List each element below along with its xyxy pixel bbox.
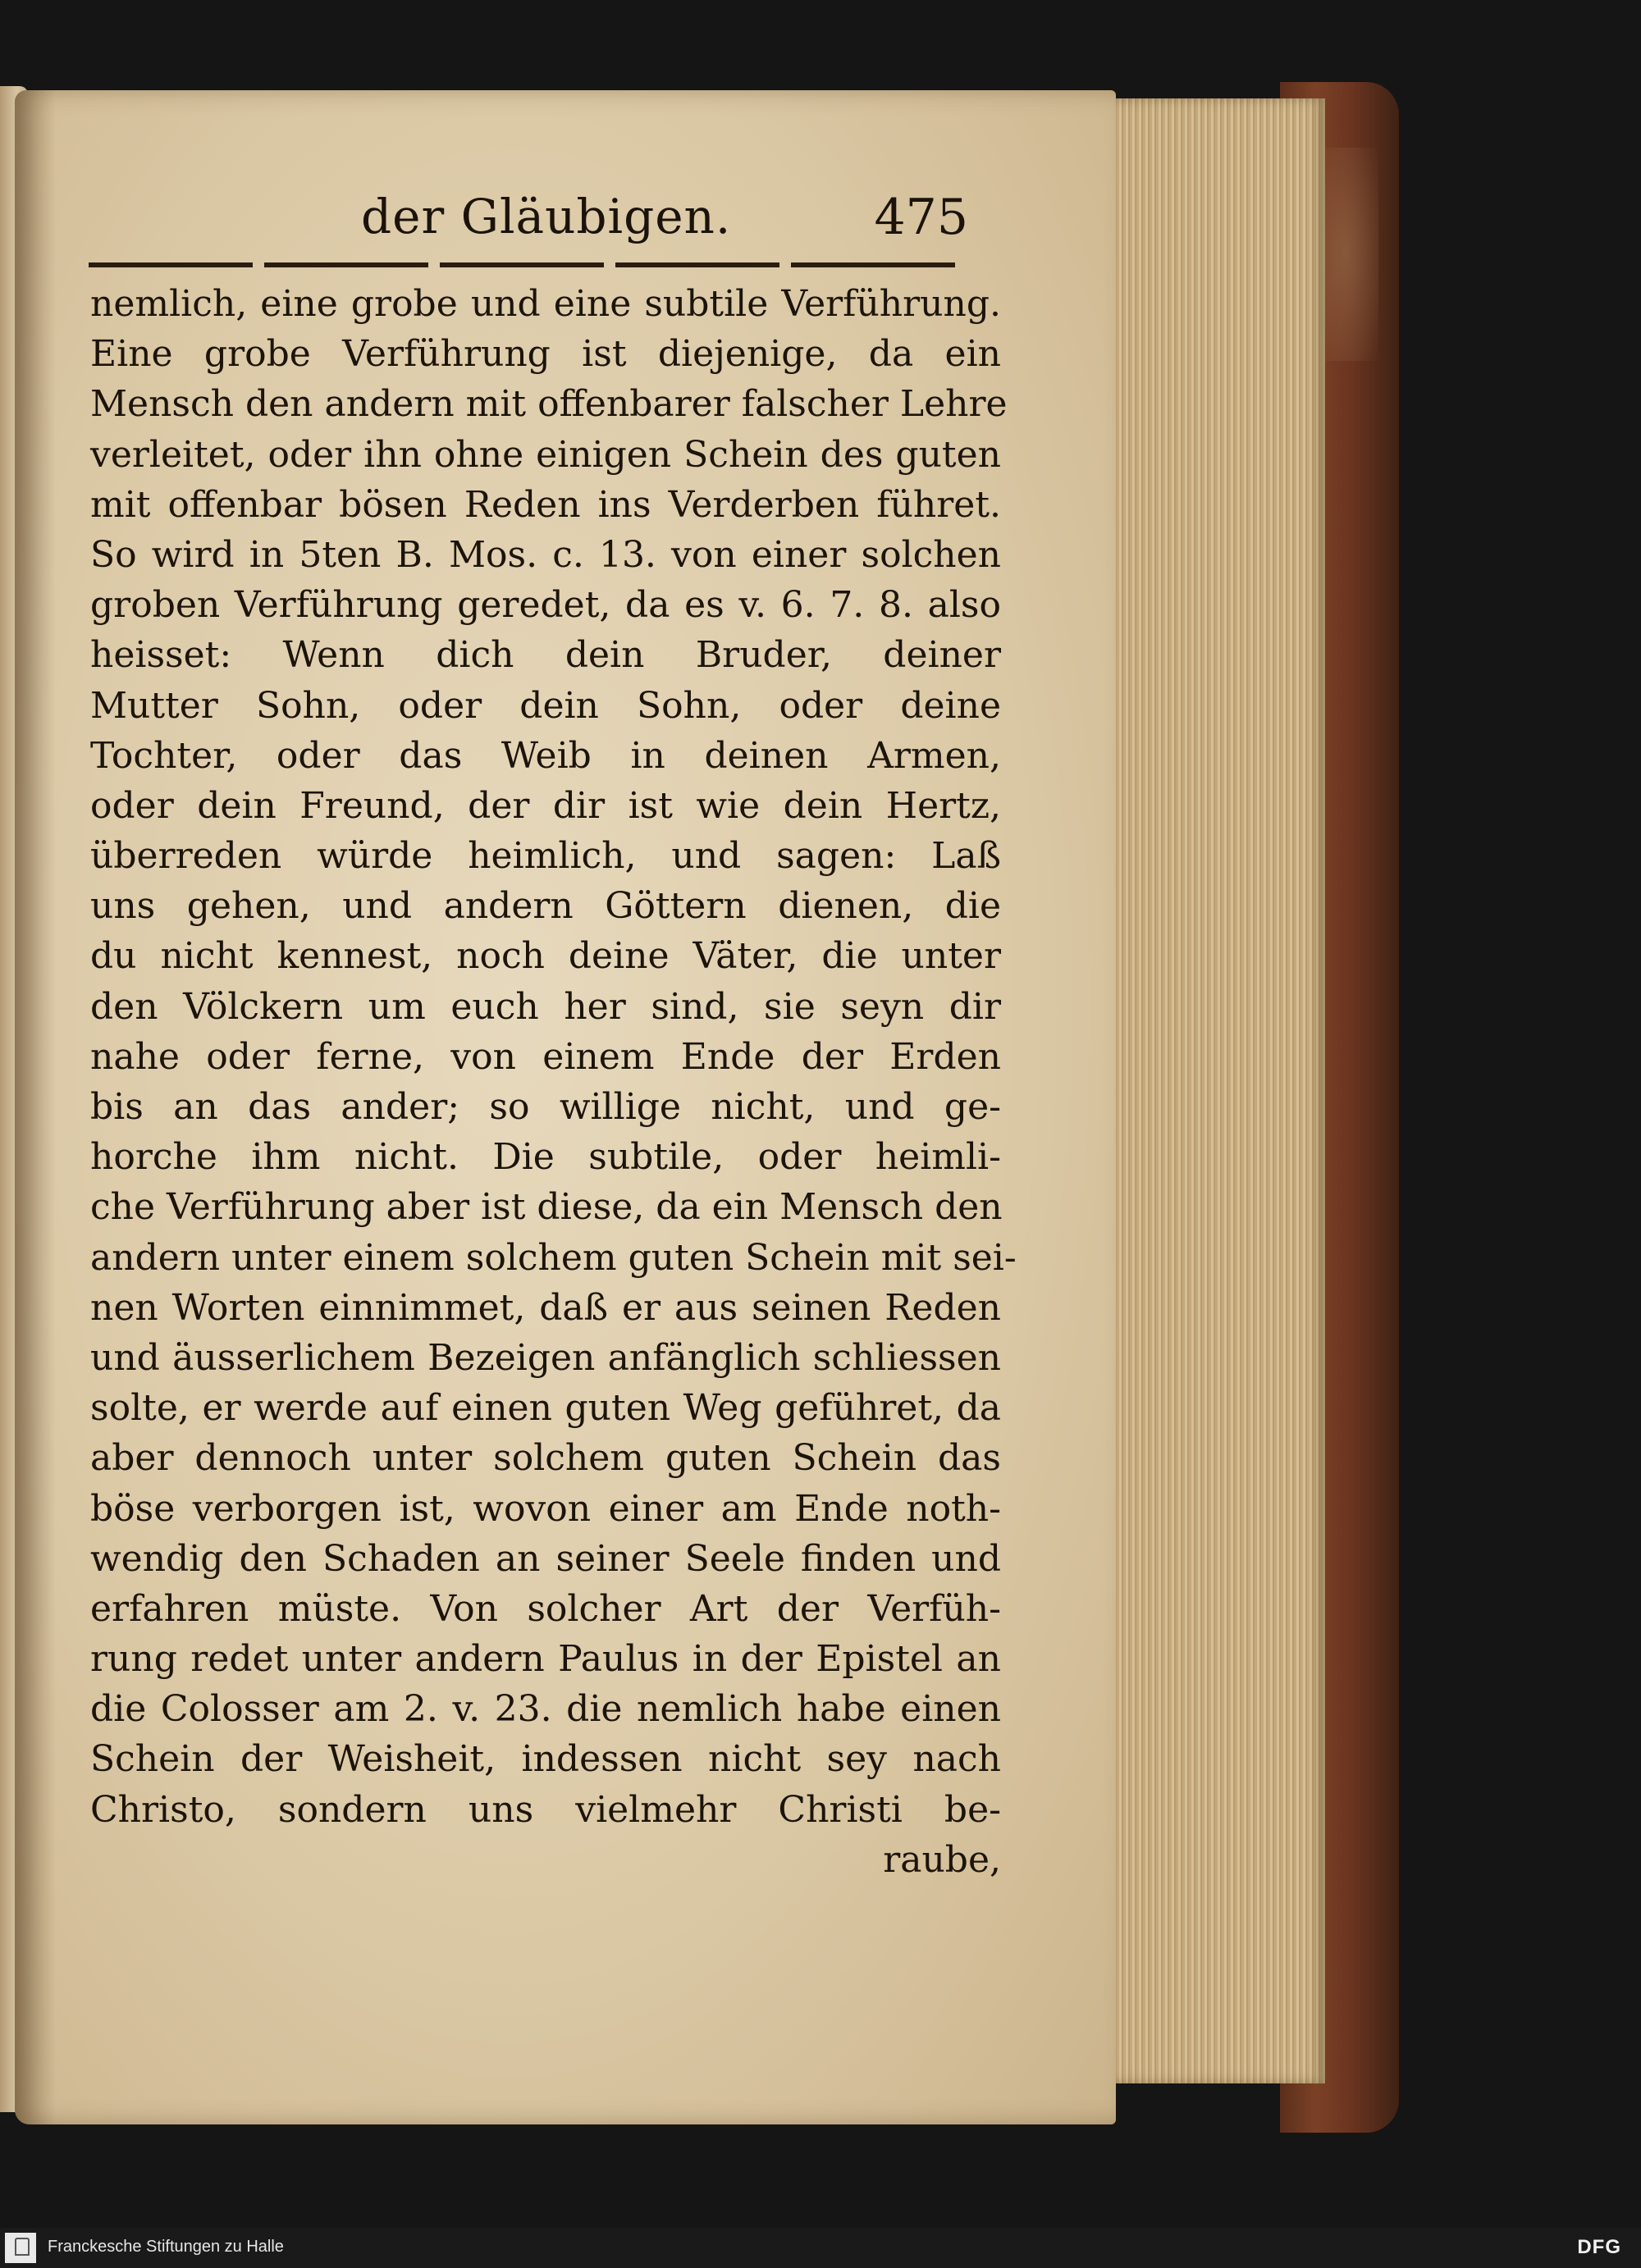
text-line: groben Verführung geredet, da es v. 6. 7. 8. also	[90, 584, 1001, 627]
text-line: erfahren müste. Von solcher Art der Verfüh-	[90, 1587, 1001, 1630]
page-number: 475	[874, 189, 968, 246]
text-line: mit offenbar bösen Reden ins Verderben führet.	[90, 483, 1001, 526]
body-text	[90, 279, 1017, 1885]
viewer-footer	[0, 2228, 1641, 2268]
text-line: nen Worten einnimmet, daß er aus seinen Reden	[90, 1286, 1001, 1329]
page-block-edges	[1104, 98, 1325, 2083]
text-line: Mutter Sohn, oder dein Sohn, oder deine	[90, 684, 1001, 727]
text-line: Tochter, oder das Weib in deinen Armen,	[90, 734, 1001, 777]
text-line: horche ihm nicht. Die subtile, oder heimli-	[90, 1136, 1001, 1179]
header-rule	[89, 262, 967, 267]
text-line: oder dein Freund, der dir ist wie dein Hertz,	[90, 784, 1001, 827]
institution-logo-icon	[5, 2233, 36, 2263]
text-line: verleitet, oder ihn ohne einigen Schein des guten	[90, 433, 1001, 476]
text-line: heisset: Wenn dich dein Bruder, deiner	[90, 634, 1001, 677]
text-line: andern unter einem solchem guten Schein mit sei-	[90, 1236, 1017, 1279]
text-line: So wird in 5ten B. Mos. c. 13. von einer solchen	[90, 533, 1001, 576]
text-line: die Colosser am 2. v. 23. die nemlich habe einen	[90, 1688, 1001, 1731]
page-gutter-shadow	[15, 90, 56, 2124]
text-line: Christo, sondern uns vielmehr Christi be-	[90, 1788, 1001, 1831]
text-line: böse verborgen ist, wovon einer am Ende noth-	[90, 1487, 1001, 1530]
text-line: solte, er werde auf einen guten Weg geführet, da	[90, 1387, 1001, 1430]
text-line: nemlich, eine grobe und eine subtile Verführung.	[90, 283, 1001, 325]
dfg-logo: DFG	[1577, 2236, 1621, 2258]
institution-name: Franckesche Stiftungen zu Halle	[48, 2238, 284, 2256]
text-line: aber dennoch unter solchem guten Schein das	[90, 1437, 1001, 1480]
text-line: überreden würde heimlich, und sagen: Laß	[90, 835, 1001, 878]
text-line: Eine grobe Verführung ist diejenige, da ein	[90, 333, 1001, 376]
text-line: Schein der Weisheit, indessen nicht sey nach	[90, 1738, 1001, 1781]
text-line: che Verführung aber ist diese, da ein Mensch den	[90, 1186, 1003, 1229]
text-line: Mensch den andern mit offenbarer falscher Lehre	[90, 383, 1008, 426]
text-line: wendig den Schaden an seiner Seele finden und	[90, 1537, 1001, 1580]
page-header	[90, 189, 968, 254]
text-line: du nicht kennest, noch deine Väter, die unter	[90, 935, 1001, 978]
text-line: nahe oder ferne, von einem Ende der Erden	[90, 1035, 1001, 1078]
text-line: rung redet unter andern Paulus in der Epistel an	[90, 1638, 1001, 1681]
text-line: und äusserlichem Bezeigen anfänglich schliessen	[90, 1336, 1001, 1379]
running-title: der Gläubigen.	[361, 189, 732, 244]
text-line: raube,	[883, 1838, 1001, 1881]
text-line: den Völckern um euch her sind, sie seyn dir	[90, 985, 1001, 1028]
text-line: uns gehen, und andern Göttern dienen, die	[90, 885, 1001, 928]
text-line: bis an das ander; so willige nicht, und ge-	[90, 1086, 1001, 1128]
